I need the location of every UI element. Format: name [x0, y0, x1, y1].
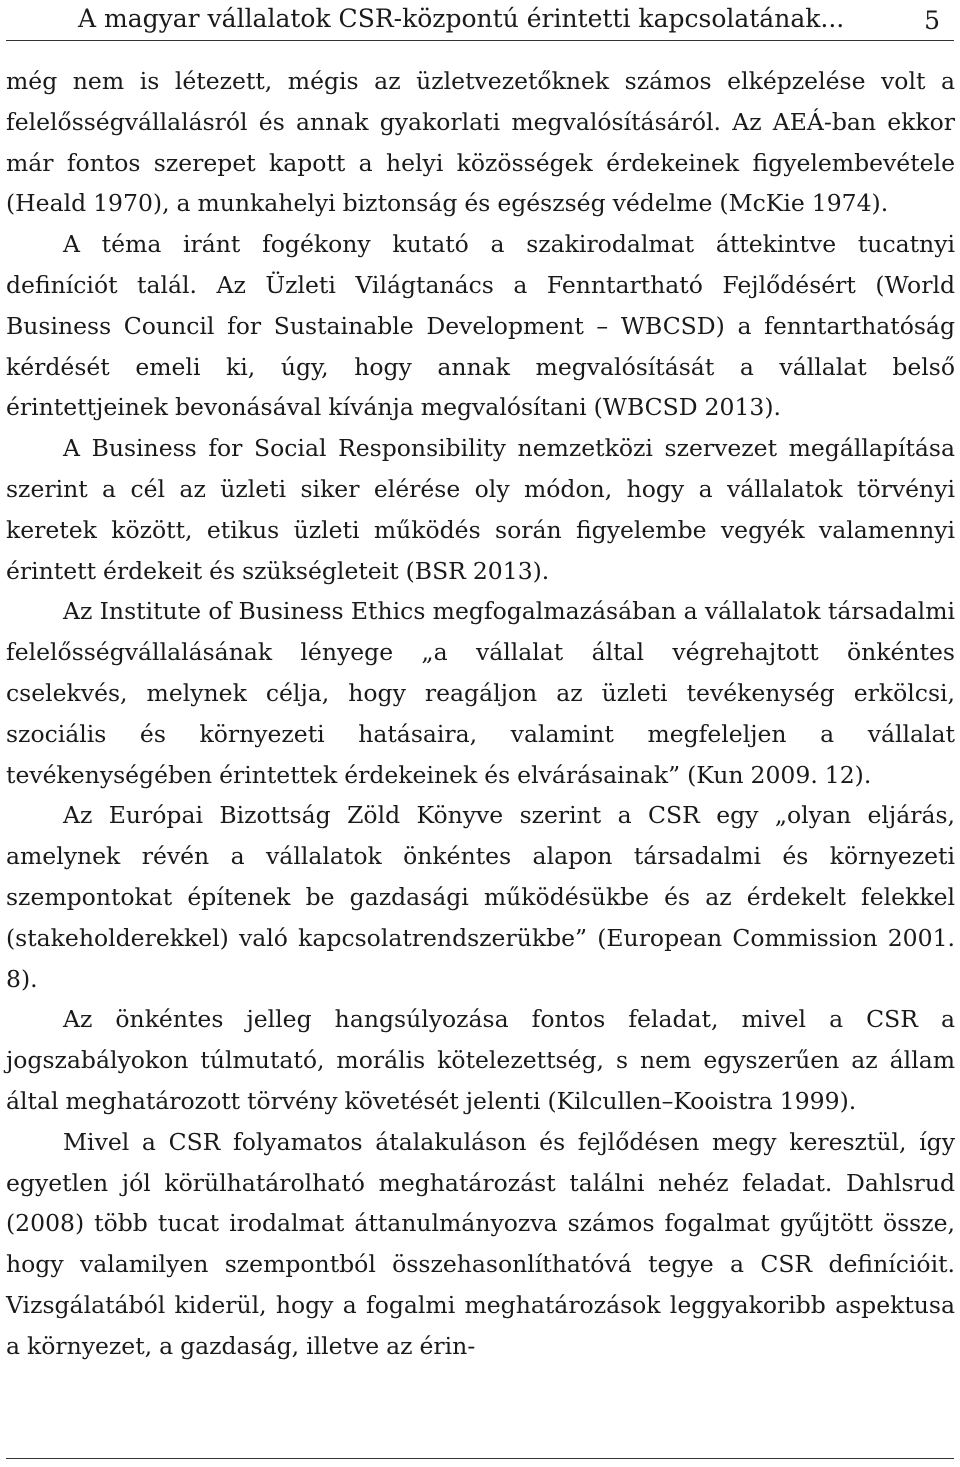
running-header — [6, 0, 954, 41]
footer-rule — [6, 1458, 954, 1459]
paragraph-voluntary-nature: Az önkéntes jelleg hangsúlyozása fontos feladat, mivel a CSR a jogszabályokon túlmutató, morális kötelezettség, s nem egyszerűen az állam által meghatározott törvény követését jelenti (Kilcullen–Kooistra 1999). — [6, 1005, 955, 1115]
paragraph-dahlsrud: Mivel a CSR folyamatos átalakuláson és fejlődésen megy keresztül, így egyetlen jól körülhatárolható meghatározást találni nehéz feladat. Dahlsrud (2008) több tucat irodalmat áttanulmányozva számos fogalmat gyűjtött össze, hogy valamilyen szempontból összehasonlíthatóvá tegye a CSR definícióit. Vizsgálatából kiderül, hogy a fogalmi meghatározások leggyakoribb aspektusa a környezet, a gazdaság, illetve az érin- — [6, 1127, 955, 1360]
paragraph-definitions-intro: A téma iránt fogékony kutató a szakirodalmat áttekintve tucatnyi definíciót talál. Az Üzleti Világtanács a Fenntartható Fejlődésért (World Business Council for Sustainable Development – WBCSD) a fenntarthatóság kérdését emeli ki, úgy, hogy annak megvalósítását a vállalat belső érintettjeinek bevonásával kívánja megvalósítani (WBCSD 2013). — [6, 230, 955, 422]
paragraph-bsr: A Business for Social Responsibility nemzetközi szervezet megállapítása szerint a cél az üzleti siker elérése oly módon, hogy a vállalatok törvényi keretek között, etikus üzleti működés során figyelembe vegyék valamennyi érintett érdekeit és szükségleteit (BSR 2013). — [6, 434, 955, 585]
paragraph-continuation: még nem is létezett, mégis az üzletvezetőknek számos elképzelése volt a felelősségvállalásról és annak gyakorlati megvalósításáról. Az AEÁ-ban ekkor már fontos szerepet kapott a helyi közösségek érdekeinek figyelembevétele (Heald 1970), a munkahelyi biztonság és egészség védelme (McKie 1974). — [6, 67, 955, 218]
paragraph-institute-business-ethics: Az Institute of Business Ethics megfogalmazásában a vállalatok társadalmi felelősségvállalásának lényege „a vállalat által végrehajtott önkéntes cselekvés, melynek célja, hogy reagáljon az üzleti tevékenység erkölcsi, szociális és környezeti hatásaira, valamint megfeleljen a vállalat tevékenységében érintettek érdekeinek és elvárásainak” (Kun 2009. 12). — [6, 597, 955, 789]
running-header-title: A magyar vállalatok CSR-központú érintetti kapcsolatának... — [78, 4, 845, 33]
body-text — [6, 61, 955, 1367]
paragraph-european-commission: Az Európai Bizottság Zöld Könyve szerint a CSR egy „olyan eljárás, amelynek révén a vállalatok önkéntes alapon társadalmi és környezeti szempontokat építenek be gazdasági működésükbe és az érdekelt felekkel (stakeholderekkel) való kapcsolatrendszerükbe” (European Commission 2001. 8). — [6, 801, 955, 993]
header-rule — [6, 40, 954, 41]
page-number: 5 — [924, 6, 940, 35]
